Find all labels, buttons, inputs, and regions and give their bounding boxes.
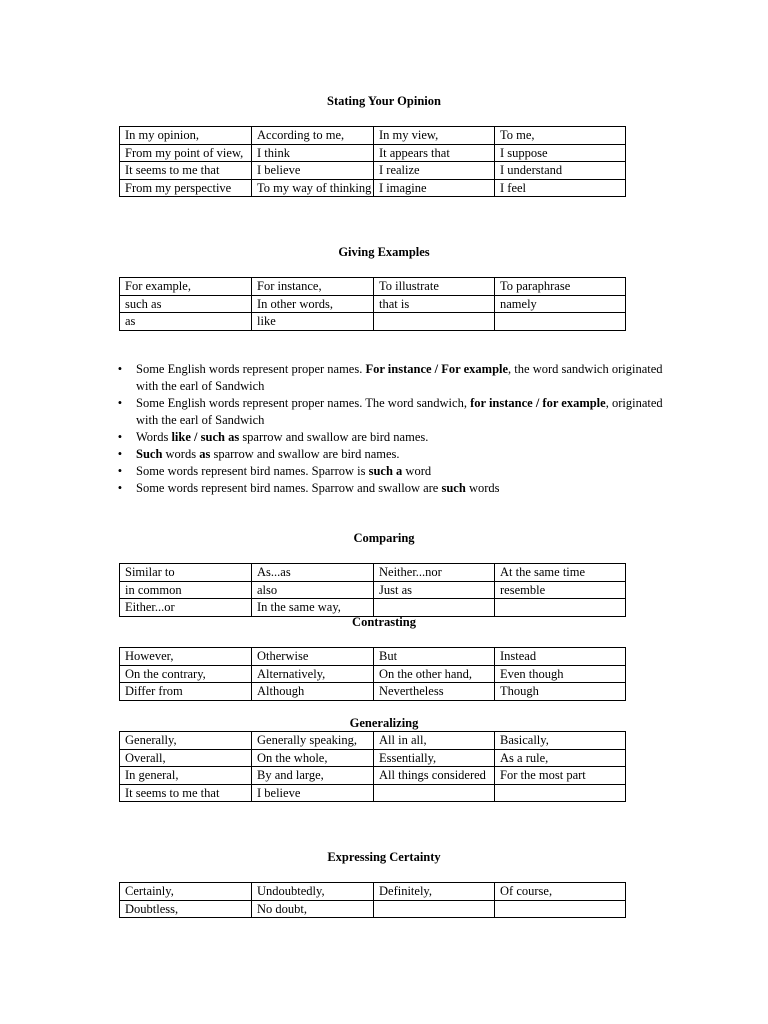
bold-phrase: Such (136, 447, 163, 461)
table-row (120, 683, 626, 701)
table-cell (495, 784, 626, 802)
table-cell: As...as (252, 564, 374, 582)
table-cell (374, 900, 495, 918)
table-cell: All things considered (374, 767, 495, 785)
table-cell: I believe (252, 162, 374, 180)
bold-phrase: such a (368, 464, 403, 478)
table-cell: Either...or (120, 599, 252, 617)
table-cell (374, 313, 495, 331)
table-cell (495, 599, 626, 617)
table-cell: Alternatively, (252, 665, 374, 683)
table-cell: Certainly, (120, 883, 252, 901)
table-cell: in common (120, 581, 252, 599)
table-cell: resemble (495, 581, 626, 599)
bullet-icon: • (117, 430, 123, 444)
table-cell: I understand (495, 162, 626, 180)
table-cell: as (120, 313, 252, 331)
table-cell: Basically, (495, 732, 626, 750)
table-cell: Although (252, 683, 374, 701)
table-cell: It seems to me that (120, 784, 252, 802)
heading-generalizing: Generalizing (349, 716, 419, 730)
bullet-text: sparrow and swallow are bird names. (210, 447, 400, 461)
table-cell: It appears that (374, 144, 495, 162)
bullet-text: sparrow and swallow are bird names. (239, 430, 429, 444)
table-row (120, 665, 626, 683)
table-cell: In my view, (374, 127, 495, 145)
table-cell (374, 599, 495, 617)
heading-comparing: Comparing (353, 531, 415, 545)
table-cell: I realize (374, 162, 495, 180)
table-row (120, 900, 626, 918)
table-row (120, 581, 626, 599)
table-cell: Instead (495, 648, 626, 666)
table-row (120, 564, 626, 582)
bullet-icon: • (117, 447, 123, 461)
table-cell: But (374, 648, 495, 666)
table-row (120, 732, 626, 750)
table-cell: As a rule, (495, 749, 626, 767)
table-cell: Doubtless, (120, 900, 252, 918)
generalizing-table (119, 731, 626, 802)
bullet-text: Words (136, 430, 172, 444)
contrasting-table (119, 647, 626, 701)
bullet-text: Some English words represent proper names. The word sandwich, (136, 396, 471, 410)
bullet-icon: • (117, 362, 123, 376)
bullet-text: word (402, 464, 432, 478)
table-cell: To me, (495, 127, 626, 145)
table-cell: In my opinion, (120, 127, 252, 145)
bullet-text: words (465, 481, 500, 495)
table-row (120, 313, 626, 331)
bullet-icon: • (117, 481, 123, 495)
table-cell: From my perspective (120, 179, 252, 197)
bullet-icon: • (117, 396, 123, 410)
table-row (120, 162, 626, 180)
table-row (120, 278, 626, 296)
table-row (120, 648, 626, 666)
table-cell: However, (120, 648, 252, 666)
bullet-item (114, 429, 684, 446)
table-cell: No doubt, (252, 900, 374, 918)
table-cell: Generally, (120, 732, 252, 750)
table-cell: I think (252, 144, 374, 162)
table-cell: For the most part (495, 767, 626, 785)
bullet-item (114, 463, 684, 480)
table-cell: In the same way, (252, 599, 374, 617)
table-cell: On the contrary, (120, 665, 252, 683)
table-cell: Differ from (120, 683, 252, 701)
opinion-table (119, 126, 626, 197)
heading-giving-examples: Giving Examples (338, 245, 430, 259)
bullet-text: words (162, 447, 200, 461)
bullet-item (114, 446, 684, 463)
bullet-text: Some words represent bird names. Sparrow is (136, 464, 369, 478)
bold-phrase: for instance / for example (470, 396, 606, 410)
table-cell: Generally speaking, (252, 732, 374, 750)
heading-contrasting: Contrasting (352, 615, 416, 629)
table-cell: According to me, (252, 127, 374, 145)
table-cell: Just as (374, 581, 495, 599)
bullet-item (114, 361, 684, 395)
bold-phrase: as (199, 447, 211, 461)
table-cell: Undoubtedly, (252, 883, 374, 901)
table-row (120, 179, 626, 197)
table-row (120, 599, 626, 617)
table-row (120, 767, 626, 785)
table-cell: I feel (495, 179, 626, 197)
table-cell: For example, (120, 278, 252, 296)
bold-phrase: like / such as (171, 430, 240, 444)
table-cell (495, 313, 626, 331)
table-row (120, 127, 626, 145)
table-cell: At the same time (495, 564, 626, 582)
table-cell: namely (495, 295, 626, 313)
bullet-text: Some words represent bird names. Sparrow and swallow are (136, 481, 442, 495)
table-row (120, 144, 626, 162)
table-cell: such as (120, 295, 252, 313)
table-cell: Otherwise (252, 648, 374, 666)
table-cell: also (252, 581, 374, 599)
bullet-text: , the word sandwich originated with the earl of Sandwich (136, 362, 663, 393)
table-cell: By and large, (252, 767, 374, 785)
table-cell: Neither...nor (374, 564, 495, 582)
bold-phrase: For instance / For example (365, 362, 509, 376)
table-cell: Overall, (120, 749, 252, 767)
table-cell: that is (374, 295, 495, 313)
table-cell: From my point of view, (120, 144, 252, 162)
bullet-text: Some English words represent proper names. (136, 362, 366, 376)
table-cell: Though (495, 683, 626, 701)
table-cell (495, 900, 626, 918)
table-cell: To my way of thinking (252, 179, 374, 197)
table-cell: On the other hand, (374, 665, 495, 683)
examples-table (119, 277, 626, 331)
table-cell: Even though (495, 665, 626, 683)
table-cell: For instance, (252, 278, 374, 296)
table-row (120, 784, 626, 802)
table-cell: Definitely, (374, 883, 495, 901)
table-cell: Similar to (120, 564, 252, 582)
table-cell: To illustrate (374, 278, 495, 296)
table-row (120, 883, 626, 901)
table-cell: I believe (252, 784, 374, 802)
bullet-item (114, 480, 684, 497)
table-cell: I suppose (495, 144, 626, 162)
examples-bullet-list (114, 361, 684, 497)
table-row (120, 295, 626, 313)
table-cell: Essentially, (374, 749, 495, 767)
bold-phrase: such (441, 481, 466, 495)
table-cell: On the whole, (252, 749, 374, 767)
table-cell (374, 784, 495, 802)
table-cell: Nevertheless (374, 683, 495, 701)
comparing-table (119, 563, 626, 617)
table-row (120, 749, 626, 767)
table-cell: I imagine (374, 179, 495, 197)
certainty-table (119, 882, 626, 918)
heading-expressing-certainty: Expressing Certainty (327, 850, 441, 864)
table-cell: All in all, (374, 732, 495, 750)
table-cell: Of course, (495, 883, 626, 901)
table-cell: In general, (120, 767, 252, 785)
table-cell: In other words, (252, 295, 374, 313)
heading-stating-opinion: Stating Your Opinion (327, 94, 441, 108)
bullet-item (114, 395, 684, 429)
table-cell: It seems to me that (120, 162, 252, 180)
table-cell: like (252, 313, 374, 331)
bullet-icon: • (117, 464, 123, 478)
table-cell: To paraphrase (495, 278, 626, 296)
bullet-text: , originated with the earl of Sandwich (136, 396, 663, 427)
